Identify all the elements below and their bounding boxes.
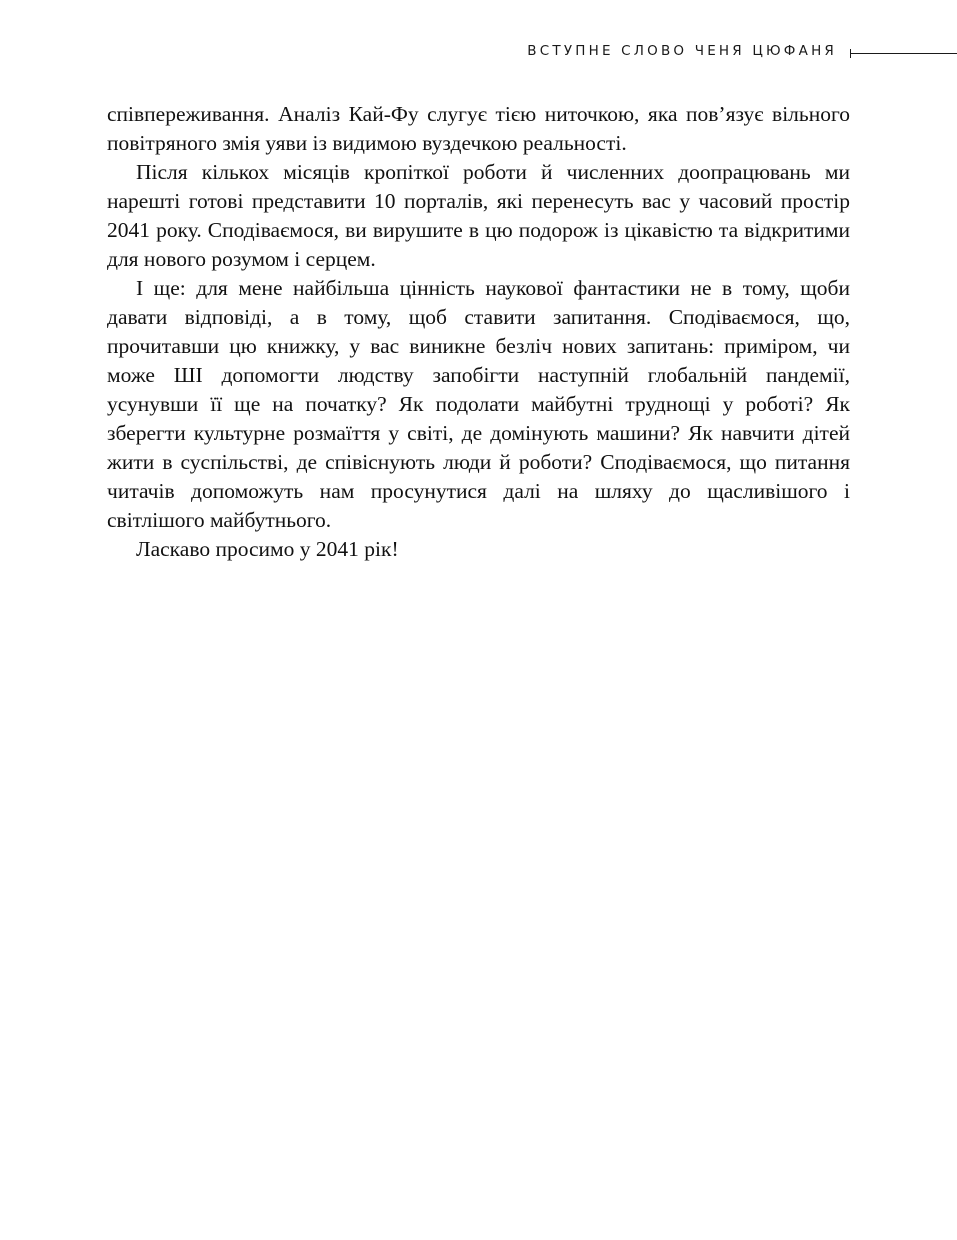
header-rule	[850, 53, 957, 54]
running-header	[0, 40, 957, 68]
paragraph-portals: Після кількох місяців кропіткої роботи й численних доопрацювань ми нарешті готові представити 10 порталів, які перенесуть вас у часовий простір 2041 року. Сподіваємося, ви вирушите в цю подорож із цікавістю та відкритими для нового розумом і серцем.	[107, 160, 850, 271]
paragraph-questions: І ще: для мене найбільша цінність наукової фантастики не в тому, щоби давати відповіді, а в тому, щоб ставити запитання. Сподіваємося, що, прочитавши цю книжку, у вас виникне безліч нових запитань: приміром, чи може ШІ допомогти людству запобігти наступній глобальній пандемії, усунувши її ще на початку? Як подолати майбутні труднощі у роботі? Як зберегти культурне розмаїття у світі, де домінують машини? Як навчити дітей жити в суспільстві, де співіснують люди й роботи? Сподіваємося, що питання читачів допоможуть нам просунутися далі на шляху до щасливішого і світлішого майбутнього.	[107, 276, 850, 532]
body-text	[107, 100, 850, 564]
paragraph-continued: співпереживання. Аналіз Кай-Фу слугує тією ниточкою, яка пов’язує вільного повітряного змія уяви із видимою вуздечкою реальності.	[107, 102, 850, 155]
paragraph-welcome: Ласкаво просимо у 2041 рік!	[136, 537, 399, 561]
running-title: ВСТУПНЕ СЛОВО ЧЕНЯ ЦЮФАНЯ	[527, 43, 837, 59]
